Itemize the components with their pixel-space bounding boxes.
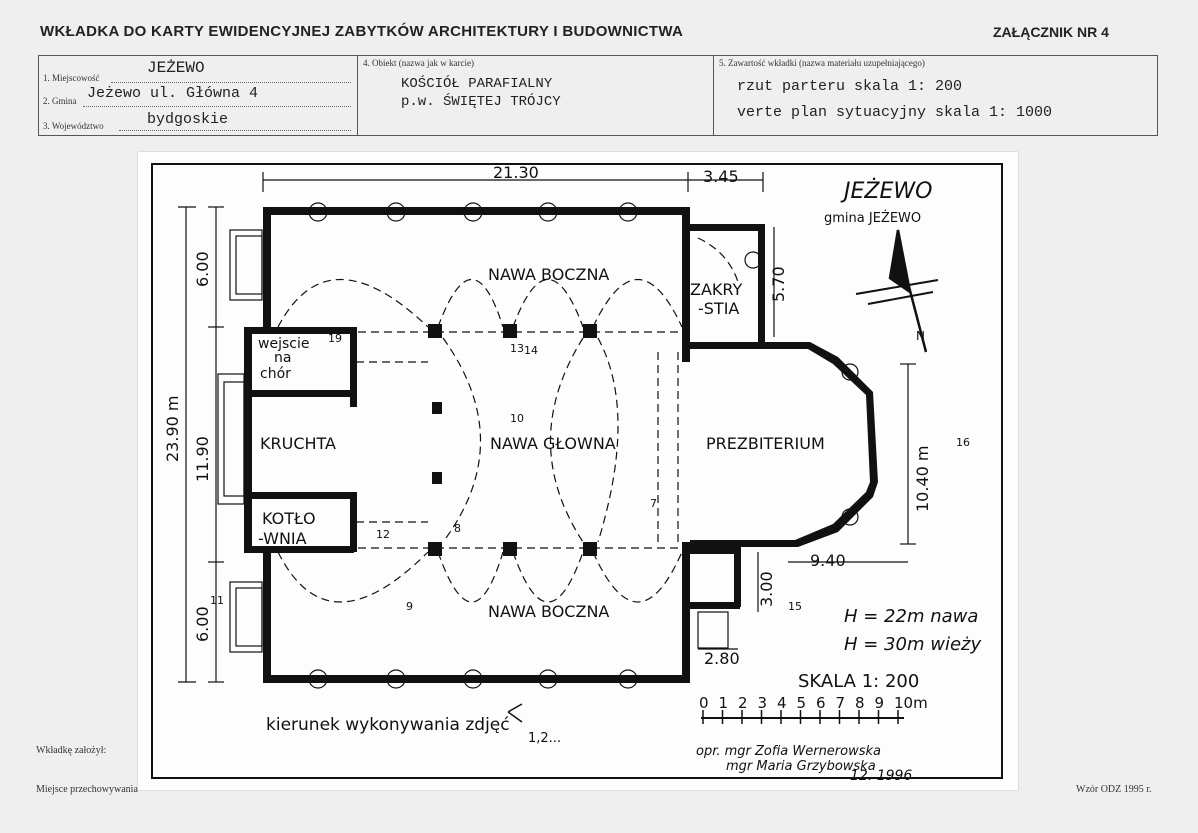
content-line-2: verte plan sytuacyjny skala 1: 1000 [737,104,1053,121]
height-nave: H = 22m nawa [844,606,979,627]
dim-presbytery-w: 9.40 [810,551,846,570]
photo-mark: 13 [510,342,524,355]
form-table [38,55,1158,136]
north-label: N [916,329,925,343]
label-sacristy-2: -STIA [698,299,740,318]
voivodeship-value: bydgoskie [147,111,229,128]
town-label: 1. Miejscowość [43,73,100,83]
floor-plan-photo [138,152,1018,790]
plan-commune: gmina JEŻEWO [824,211,922,226]
dim-sacristy: 5.70 [769,266,788,302]
photo-direction-legend [266,704,561,746]
content-label: 5. Zawartość wkładki (nazwa materiału uzupełniającego) [719,58,925,68]
document-title: WKŁADKA DO KARTY EWIDENCYJNEJ ZABYTKÓW ARCHITEKTURY I BUDOWNICTWA [40,23,684,40]
label-presbytery: PREZBITERIUM [706,434,825,453]
photo-mark: 11 [210,594,224,607]
model-label: Wzór ODZ 1995 r. [1076,784,1152,795]
scale-tick-label: 5 [796,694,807,712]
photo-mark: 9 [406,600,413,613]
column-divider [713,56,714,135]
plan-place: JEŻEWO [844,179,933,204]
photo-mark: 8 [454,522,461,535]
scale-tick-label: 10m [894,694,928,712]
dim-left-top: 6.00 [193,251,212,287]
scale-tick-label: 8 [855,694,865,712]
photo-markers [210,332,970,613]
object-line-2: p.w. ŚWIĘTEJ TRÓJCY [401,94,561,110]
commune-label: 2. Gmina [43,96,77,106]
author-1: opr. mgr Zofia Wernerowska [696,744,882,759]
north-arrow [856,230,938,352]
label-porch: KRUCHTA [260,434,336,453]
dim-small-h: 3.00 [757,571,776,607]
photo-mark: 14 [524,344,538,357]
scale-tick-label: 3 [757,694,768,712]
scale-tick-label: 9 [874,694,885,712]
dim-left-total: 23.90 m [163,395,182,462]
dim-top-main: 21.30 [493,163,539,182]
dotted-line [111,82,351,83]
label-nave: NAWA GŁOWNA [490,434,616,453]
photo-mark: 10 [510,412,524,425]
scale-tick-label: 2 [738,694,748,712]
commune-value: Jeżewo ul. Główna 4 [87,85,259,102]
photo-dir-nums: 1,2... [528,731,562,746]
floor-plan-drawing [138,152,1018,790]
object-label: 4. Obiekt (nazwa jak w karcie) [363,58,474,68]
dim-small-w: 2.80 [704,649,740,668]
label-boiler-2: -WNIA [258,529,307,548]
scale-tick-label: 7 [835,694,846,712]
label-choir-1: wejscie [258,336,310,352]
storage-label: Miejsce przechowywania [36,784,138,795]
scale-bar [699,671,928,724]
created-by-label: Wkładkę założył: [36,745,107,756]
photo-dir-text: kierunek wykonywania zdjęć [266,715,510,735]
column-divider [357,56,358,135]
dim-top-side: 3.45 [703,167,739,186]
label-aisle-top: NAWA BOCZNA [488,265,610,284]
photo-mark: 15 [788,600,802,613]
dotted-line [83,106,351,107]
scale-tick-label: 1 [718,694,729,712]
author-2: mgr Maria Grzybowska [726,759,876,774]
label-boiler-1: KOTŁO [262,509,316,528]
scale-tick-label: 0 [699,694,709,712]
label-choir-3: chór [260,366,291,382]
photo-mark: 12 [376,528,390,541]
object-line-1: KOŚCIÓŁ PARAFIALNY [401,76,553,92]
label-choir-2: na [274,350,292,366]
photo-mark: 7 [650,497,657,510]
scale-label: SKALA 1: 200 [798,671,920,692]
voivodeship-label: 3. Województwo [43,121,104,131]
photo-mark: 19 [328,332,342,345]
scale-tick-label: 6 [816,694,826,712]
town-value: JEŻEWO [147,59,205,77]
annex-number: ZAŁĄCZNIK NR 4 [993,24,1109,40]
scale-tick-label: 4 [777,694,787,712]
height-tower: H = 30m wieży [844,634,982,655]
label-sacristy-1: ZAKRY [690,280,743,299]
dim-left-mid: 11.90 [193,436,212,482]
dim-presbytery-h: 10.40 m [913,445,932,512]
plan-date: 12. 1996 [850,768,913,784]
content-line-1: rzut parteru skala 1: 200 [737,78,963,95]
photo-mark: 16 [956,436,970,449]
dim-left-bottom: 6.00 [193,606,212,642]
heights [844,606,981,655]
label-aisle-bottom: NAWA BOCZNA [488,602,610,621]
dimension-labels [163,163,932,668]
dotted-line [119,130,351,131]
